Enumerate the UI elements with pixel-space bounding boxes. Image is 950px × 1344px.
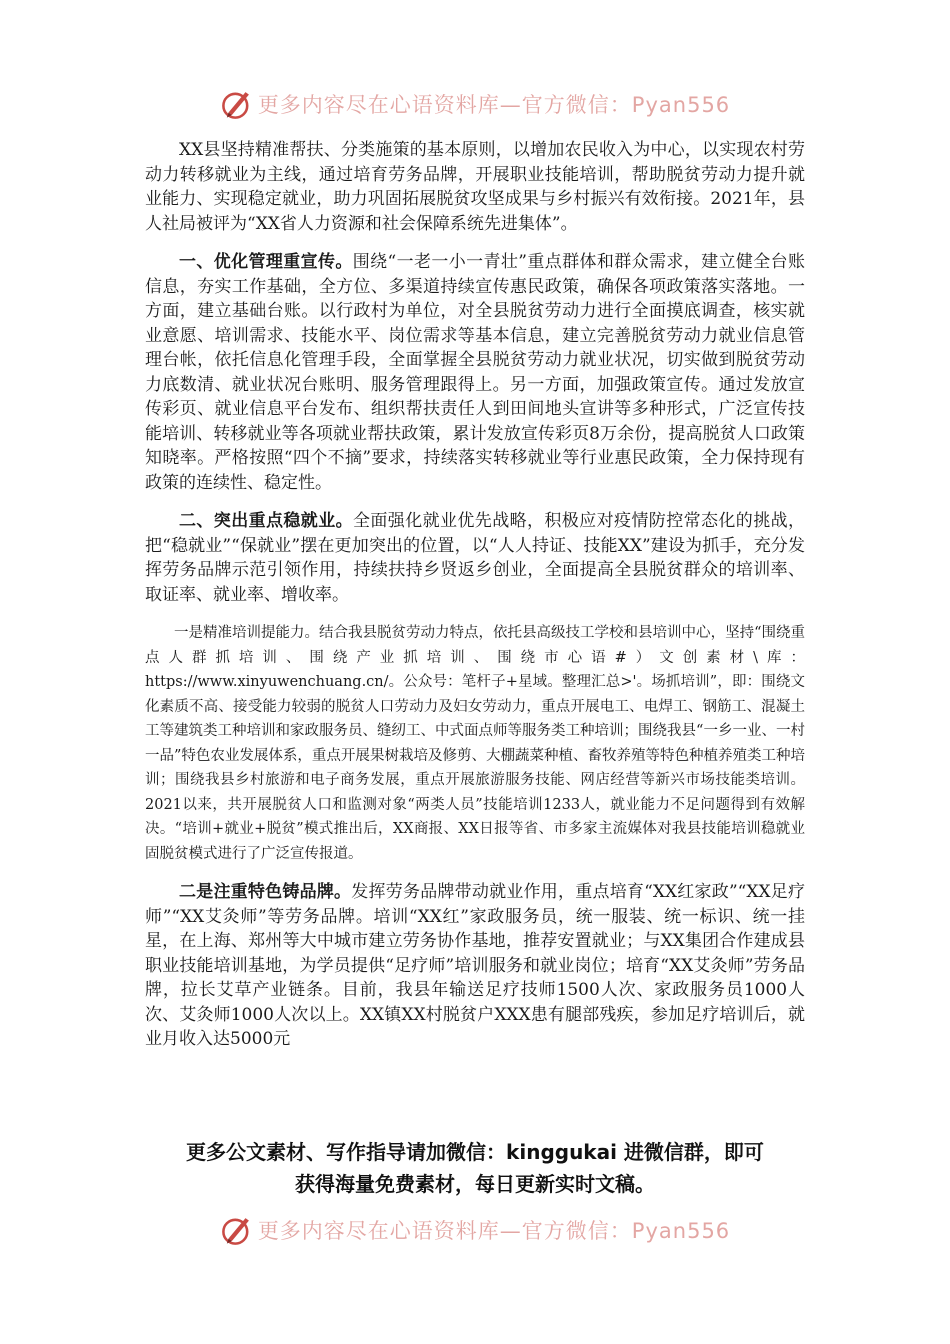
paragraph-body: 围绕“一老一小一青壮”重点群体和群众需求，建立健全台账信息，夯实工作基础，全方位、多渠道持续宣传惠民政策，确保各项政策落实落地。一方面，建立基础台账。以行政村为单位，对全县脱贫劳动力进行全面摸底调查，核实就业意愿、培训需求、技能水平、岗位需求等基本信息，建立完善脱贫劳动力就业信息管理台帐，依托信息化管理手段，全面掌握全县脱贫劳动力就业状况，切实做到脱贫劳动力底数清、就业状况台账明、服务管理跟得上。另一方面，加强政策宣传。通过发放宣传彩页、就业信息平台发布、组织帮扶责任人到田间地头宣讲等多种形式，广泛宣传技能培训、转移就业等各项就业帮扶政策，累计发放宣传彩页8万余份，提高脱贫人口政策知晓率。严格按照“四个不摘”要求，持续落实转移就业等行业惠民政策，全力保持现有政策的连续性、稳定性。 bbox=[145, 252, 805, 493]
footer-banner bbox=[0, 1210, 950, 1250]
paragraph-body: 全面强化就业优先战略，积极应对疫情防控常态化的挑战，把“稳就业”“保就业”摆在更加突出的位置，以“人人持证、技能XX”建设为抓手，充分发挥劳务品牌示范引领作用，持续扶持乡贤返乡创业，全面提高全县脱贫群众的培训率、取证率、就业率、增收率。 bbox=[145, 511, 805, 605]
promo-line-1: 更多公文素材、写作指导请加微信：kinggukai 进微信群，即可 bbox=[186, 1140, 764, 1164]
paragraph-training bbox=[145, 621, 805, 866]
paragraph-section-2 bbox=[145, 509, 805, 607]
paragraph-body: XX县坚持精准帮扶、分类施策的基本原则，以增加农民收入为中心，以实现农村劳动力转移就业为主线，通过培育劳务品牌，开展职业技能培训，帮助脱贫劳动力提升就业能力、实现稳定就业，助力巩固拓展脱贫攻坚成果与乡村振兴有效衔接。2021年，县人社局被评为“XX省人力资源和社会保障系统先进集体”。 bbox=[145, 140, 805, 234]
paragraph-intro bbox=[145, 138, 805, 236]
banner-text: 更多内容尽在心语资料库—官方微信：Pyan556 bbox=[257, 93, 731, 117]
header-banner bbox=[0, 84, 950, 124]
section-heading: 二是注重特色铸品牌。 bbox=[179, 882, 352, 902]
paragraph-brand bbox=[145, 880, 805, 1052]
section-heading: 一、优化管理重宣传。 bbox=[179, 252, 353, 272]
pen-logo-icon bbox=[220, 87, 254, 121]
document-body bbox=[145, 138, 805, 1066]
pen-logo-icon bbox=[220, 1213, 254, 1247]
promo-callout bbox=[0, 1136, 950, 1200]
section-heading: 二、突出重点稳就业。 bbox=[179, 511, 353, 531]
paragraph-section-1 bbox=[145, 250, 805, 495]
promo-line-2: 获得海量免费素材，每日更新实时文稿。 bbox=[295, 1172, 655, 1196]
paragraph-body: 一是精准培训提能力。结合我县脱贫劳动力特点，依托县高级技工学校和县培训中心，坚持“围绕重点人群抓培训、围绕产业抓培训、围绕市心语#）文创素材\库：https://www.xinyuwenchuang.cn/。公众号：笔杆子+星域。整理汇总>'。场抓培训”，即：围绕文化素质不高、接受能力较弱的脱贫人口劳动力及妇女劳动力，重点开展电工、电焊工、钢筋工、混凝土工等建筑类工种培训和家政服务员、缝纫工、中式面点师等服务类工种培训；围绕我县“一乡一业、一村一品”特色农业发展体系，重点开展果树栽培及修剪、大棚蔬菜种植、畜牧养殖等特色种植养殖类工种培训；围绕我县乡村旅游和电子商务发展，重点开展旅游服务技能、网店经营等新兴市场技能类培训。2021以来，共开展脱贫人口和监测对象“两类人员”技能培训1233人，就业能力不足问题得到有效解决。“培训+就业+脱贫”模式推出后，XX商报、XX日报等省、市多家主流媒体对我县技能培训稳就业固脱贫模式进行了广泛宣传报道。 bbox=[145, 625, 805, 862]
paragraph-body: 发挥劳务品牌带动就业作用，重点培育“XX红家政”“XX足疗师”“XX艾灸师”等劳务品牌。培训“XX红”家政服务员，统一服装、统一标识、统一挂星，在上海、郑州等大中城市建立劳务协作基地，推荐安置就业；与XX集团合作建成县职业技能培训基地，为学员提供“足疗师”培训服务和就业岗位；培育“XX艾灸师”劳务品牌，拉长艾草产业链条。目前，我县年输送足疗技师1500人次、家政服务员1000人次、艾灸师1000人次以上。XX镇XX村脱贫户XXX患有腿部残疾，参加足疗培训后，就业月收入达5000元 bbox=[145, 882, 806, 1049]
banner-text: 更多内容尽在心语资料库—官方微信：Pyan556 bbox=[257, 1219, 731, 1243]
